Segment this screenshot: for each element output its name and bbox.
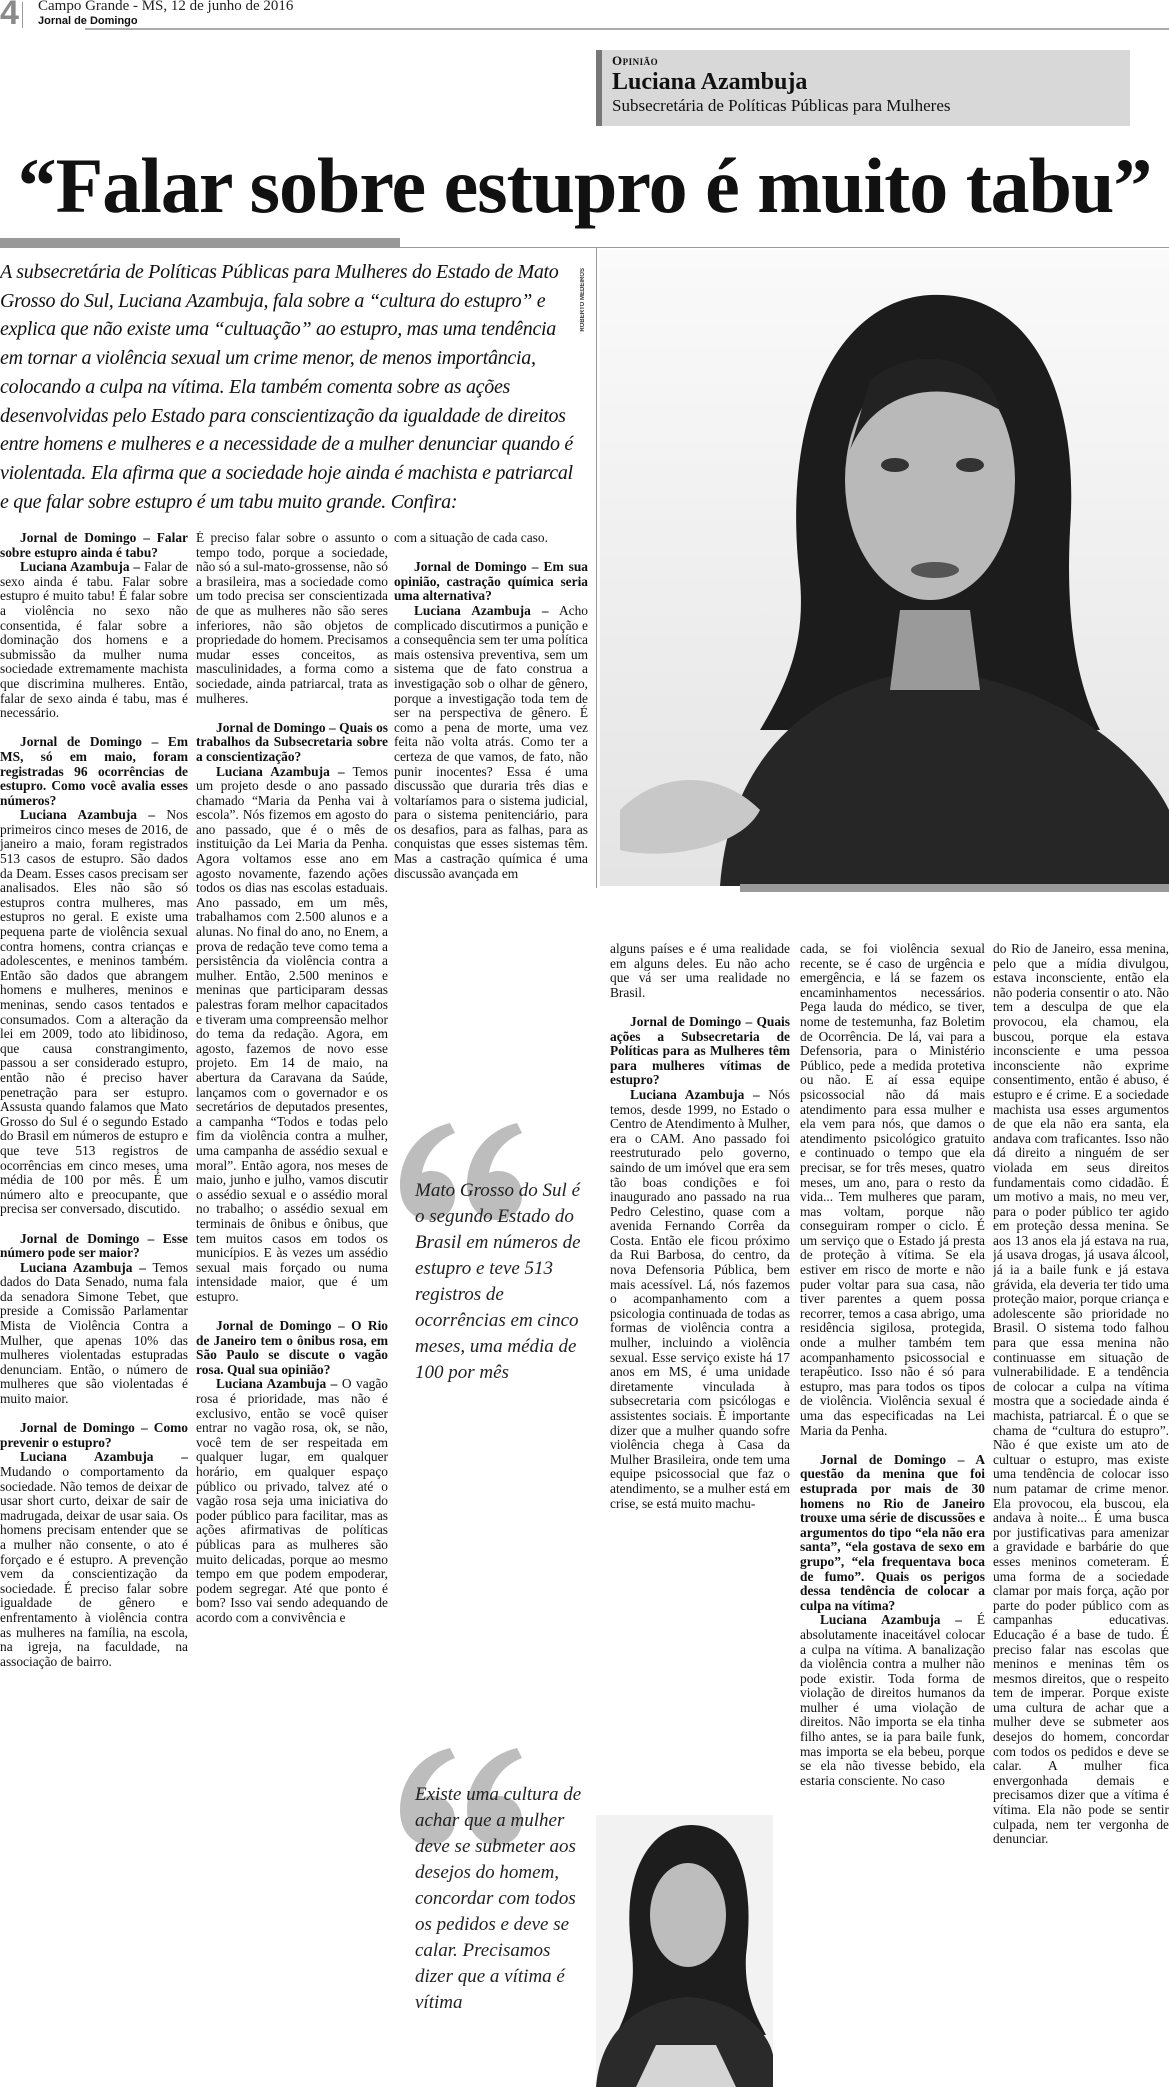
speaker-label: Luciana Azambuja – (20, 807, 156, 823)
answer-text: Nos primeiros cinco meses de 2016, de janeiro a maio, foram registrados 513 casos de estupro. São dados da Deam. Esses casos precisam ser analisados. Eles não são só estupros contra mulheres, mas estupros no geral. E existe uma pequena parte de violência sexual contra homens, contra crianças e adolescentes, e meninos também. Então são dados que abrangem homens e mulheres, meninos e meninas, sendo casos tentados e consumados. Com a alteração da lei em 2009, todo ato libidinoso, que causa constrangimento, passou a ser considerado estupro, então não é preciso haver penetração para ser estupro. Assusta quando falamos que Mato Grosso do Sul é o segundo Estado do Brasil em números de estupro e que teve 513 registros de ocorrências em cinco meses, uma média de 100 por mês. É um número alto e preocupante, que precisa ser conversado, discutido. (0, 807, 188, 1217)
pull-quote (395, 1115, 585, 1386)
speaker-label: Luciana Azambuja – (216, 763, 345, 779)
opinion-box (596, 50, 1130, 126)
interview-answer (0, 1261, 188, 1407)
speaker-label: Luciana Azambuja – (414, 602, 549, 618)
interview-question: Jornal de Domingo – Quais os trabalhos da Subsecretaria sobre a conscientização? (196, 719, 388, 764)
interview-question: Jornal de Domingo – Falar sobre estupro ainda é tabu? (0, 531, 188, 560)
headline-rule (0, 247, 1169, 248)
answer-text: É absolutamente inaceitável colocar a culpa na vítima. A banalização da violência contra a mulher não pode existir. Toda forma de violação de direitos humanos da mulher é uma violação de direitos. Não importa se ela tinha filho antes, se ia para baile funk, mas importa se ela bebeu, porque se ela não tivesse bebido, ela estaria consciente. No caso (800, 1612, 985, 1788)
pull-quote-text: Existe uma cultura de achar que a mulher deve se submeter aos desejos do homem, concordar com todos os pedidos e deve se calar. Precisamos dizer que a vítima é vítima (415, 1784, 582, 2013)
interview-question: Jornal de Domingo – Esse número pode ser maior? (0, 1230, 188, 1261)
interview-answer (394, 604, 588, 881)
portrait-photo (600, 250, 1169, 886)
answer-continuation: com a situação de cada caso. (394, 531, 548, 545)
interview-answer (0, 1450, 188, 1669)
speaker-label: Luciana Azambuja – (820, 1612, 962, 1628)
column-rule (596, 248, 597, 888)
interview-question: Jornal de Domingo – Como prevenir o estupro? (0, 1420, 188, 1450)
interview-answer (196, 765, 388, 1305)
interview-answer (0, 560, 188, 721)
answer-text: Nós temos, desde 1999, no Estado o Centro de Atendimento à Mulher, era o CAM. Ano passado foi reestruturado pelo governo, saindo de um imóvel que era sem tão boas condições e foi inaugurado ano passado na rua Pedro Celestino, quase com a avenida Fernando Corrêa da Costa. Então ele ficou próximo da Rui Barbosa, do centro, da nova Defensoria Pública, bem mais acessível. Lá, nós fazemos o acompanhamento com a psicologia continuada de todas as formas de violência contra a mulher, incluindo a violência sexual. Esse serviço existe há 17 anos em MS, é uma unidade diretamente vinculada à subsecretaria com psicólogas e assistentes sociais. É importante dizer que a mulher quando sofre violência chega à Casa da Mulher Brasileira, onde tem uma equipe psicossocial que faz o atendimento, se a mulher está em crise, se está muito machu- (610, 1086, 790, 1511)
article-column-3 (394, 531, 588, 1051)
section-kicker: Opinião (612, 53, 659, 68)
article-column-5 (800, 942, 985, 2087)
photo-credit: ROBERTO MEDEIROS (580, 268, 586, 332)
interview-question: Jornal de Domingo – Em sua opinião, castração química seria uma alternativa? (394, 559, 588, 604)
interview-answer (610, 1088, 790, 1511)
newspaper-name: Jornal de Domingo (38, 15, 138, 27)
page-number: 4 (0, 0, 19, 32)
interview-question: Jornal de Domingo – Em MS, só em maio, foram registradas 96 ocorrências de estupro. Como você avalia esses números? (0, 734, 188, 808)
answer-continuation: alguns países e é uma realidade em alguns deles. Eu não acho que vá ser uma realidade no Brasil. (610, 942, 790, 1000)
headline: “Falar sobre estupro é muito tabu” (17, 142, 1152, 229)
answer-text: Temos dados do Data Senado, numa fala da senadora Simone Tebet, que preside a Comissão Parlamentar Mista de Violência Contra a Mulher, que apenas 10% das mulheres violentadas estupradas denunciam. Então, o número de mulheres que são violentadas é muito maior. (0, 1259, 188, 1407)
interview-answer (0, 808, 188, 1217)
answer-text: Acho complicado discutirmos a punição e a consequência sem ter uma política mais ostensiva preventiva, sem um sistema que de fato construa a investigação sob o olhar de gênero, porque a investigação toda tem de ser na perspectiva de gênero. É como a pena de morte, uma vez feita não volta atrás. Como ter a certeza de que vamos, de fato, não punir inocentes? Essa é uma discussão que duraria três dias e voltaríamos para o sistema judicial, para o sistema penitenciário, para os desafios, para as falhas, para as conquistas que esses sistemas têm. Mas a castração química é uma discussão avançada em (394, 602, 588, 881)
article-column-2 (196, 531, 388, 2087)
interview-answer (800, 1613, 985, 1788)
article-column-4 (610, 942, 790, 1817)
interview-answer (196, 1377, 388, 1625)
pull-quote-text: Mato Grosso do Sul é o segundo Estado do Brasil em números de estupro e teve 513 registros de ocorrências em cinco meses, uma média de 100 por mês (415, 1180, 581, 1383)
interview-question: Jornal de Domingo – O Rio de Janeiro tem o ônibus rosa, em São Paulo se discute o vagão rosa. Qual sua opinião? (196, 1318, 388, 1377)
interview-question: Jornal de Domingo – A questão da menina que foi estuprada por mais de 30 homens no Rio de Janeiro trouxe uma série de discussões e argumentos do tipo “ela não era santa”, “ela gostava de sexo em grupo”, “ela frequentava boca de fumo”. Quais os perigos dessa tendência de colocar a culpa na vítima? (800, 1451, 985, 1613)
answer-text: Mudando o comportamento da sociedade. Não temos de deixar de usar short curto, deixar de sair de madrugada, deixar de usar saia. Os homens precisam entender que se a mulher não consente, o ato é forçado e é estupro. A prevenção vem da conscientização da sociedade. É preciso falar sobre igualdade de gênero e enfrentamento à violência contra as mulheres na família, na escola, na igreja, na faculdade, na associação de bairro. (0, 1464, 188, 1669)
author-name: Luciana Azambuja (612, 69, 808, 95)
speaker-label: Luciana Azambuja – (20, 1449, 188, 1465)
intro-paragraph: A subsecretária de Políticas Públicas para Mulheres do Estado de Mato Grosso do Sul, Luciana Azambuja, fala sobre a “cultura do estupro” e explica que não existe uma “cultuação” ao estupro, mas uma tendência em tornar a violência sexual um crime menor, de menos importância, colocando a culpa na vítima. Ela também comenta sobre as ações desenvolvidas pelo Estado para conscientização da igualdade de direitos entre homens e mulheres e a necessidade de a mulher denunciar quando é violentada. Ela afirma que a sociedade hoje ainda é machista e patriarcal e que falar sobre estupro é um tabu muito grande. Confira: (0, 261, 573, 513)
dateline: Campo Grande - MS, 12 de junho de 2016 (38, 0, 294, 14)
article-column-1 (0, 531, 188, 2087)
header-divider (22, 2, 23, 28)
header-rule (85, 28, 1169, 30)
portrait-photo-small (596, 1815, 773, 2087)
answer-continuation: cada, se foi violência sexual recente, se é caso de urgência e emergência, e lá se fazem os encaminhamentos necessários. Pega lauda do médico, se tiver, nome de testemunha, faz Boletim de Ocorrência. De lá, vai para a Defensoria, para o Ministério Público, pede a medida protetiva ou não. E aí essa equipe psicossocial não dá mais atendimento para essa mulher e ela vem para nós, que damos o atendimento psicológico gratuito e continuado o tempo que ela precisar, se for três meses, quatro meses, um ano, para o resto da vida... Tem mulheres que param, mas voltam, porque não conseguiram romper o ciclo. É um serviço que o Estado já presta de proteção à vítima. Se ela estiver em risco de morte e não puder voltar para sua casa, não tiver parentes a quem possa recorrer, temos a casa abrigo, uma residência sigilosa, protegida, onde a mulher também tem acompanhamento psicossocial e terapêutico. Isso não é só para estupro, mas para todos os tipos de violência. Violência sexual é uma das especificadas na Lei Maria da Penha. (800, 942, 985, 1438)
answer-continuation: do Rio de Janeiro, essa menina, pelo que a mídia divulgou, estava inconsciente, então ela não poderia consentir o ato. Não tem a desculpa de que ela provocou, ela chamou, ela buscou, porque ela estava inconsciente e uma pessoa inconsciente não exprime consentimento, então é abuso, é estupro e é crime. E a sociedade machista usa esses argumentos de que ela não era santa, ela andava com traficantes. Isso não dá direito a ninguém de ser violada em seus direitos fundamentais como cidadão. É um motivo a mais, no meu ver, para o poder público ter agido em proteção dessa menina. Se aos 13 anos ela já estava na rua, já usava drogas, já usava álcool, já ia a baile funk e já estava grávida, ela deveria ter tido uma proteção maior, porque criança e adolescente são prioridade no Brasil. O sistema todo falhou para que essa menina não continuasse em situação de vulnerabilidade. E a tendência de colocar a culpa na vítima mostra que a sociedade ainda é machista, patriarcal. É o que se chama de “cultura do estupro”. Não é que existe um ato de cultuar o estupro, mas existe uma tendência de colocar isso num patamar de crime menor. Ela provocou, ela buscou, ela andava à noite... É uma busca por justificativas para amenizar a gravidade e barbárie do que esses meninos cometeram. É uma forma de a sociedade clamar por mais força, ação por parte do poder público com as campanhas educativas. Educação é a base de tudo. É preciso falar nas escolas que meninos e meninas têm os mesmos direitos, que o respeito tem de imperar. Porque existe uma cultura de achar que a mulher deve se submeter aos desejos do homem, concordar com todos os pedidos e deve se calar. A mulher fica envergonhada demais e precisamos dizer que a vítima é vítima. Ela não pode se sentir culpada, nem ter vergonha de denunciar. (993, 942, 1169, 1847)
answer-text: O vagão rosa é prioridade, mas não é exclusivo, então se você quiser entrar no vagão rosa, ok, se não, você tem de ser respeitada em qualquer lugar, em qualquer horário, em qualquer espaço público ou privado, talvez até o vagão rosa seja uma iniciativa do poder público para facilitar, mas as ações afirmativas de políticas públicas para as mulheres são muito delicadas, porque ao mesmo tempo em que podem empoderar, podem segregar. Até que ponto é bom? Isso vai sendo adequando de acordo com a convivência e (196, 1376, 388, 1625)
article-column-6 (993, 942, 1169, 2087)
photo-accent-bar (740, 884, 1169, 892)
speaker-label: Luciana Azambuja – (630, 1086, 760, 1102)
speaker-label: Luciana Azambuja – (20, 1259, 146, 1275)
pull-quote (395, 1740, 585, 2016)
interview-question: Jornal de Domingo – Quais ações a Subsecretaria de Políticas para as Mulheres têm para mulheres vítimas de estupro? (610, 1013, 790, 1088)
speaker-label: Luciana Azambuja – (20, 559, 141, 575)
author-role: Subsecretária de Políticas Públicas para Mulheres (612, 96, 951, 115)
answer-text: Temos um projeto desde o ano passado chamado “Maria da Penha vai à escola”. Nós fizemos em agosto do ano passado, que é o mês de instituição da Lei Maria da Penha. Agora voltamos esse ano em agosto novamente, fazendo ações todos os dias nas escolas estaduais. Ano passado, em um mês, trabalhamos com 2.500 alunos e a alunas. No final do ano, no Enem, a prova de redação teve como tema a persistência da violência contra a mulher. Então, 2.500 meninos e meninas que participaram dessas palestras foram melhor capacitados e tiveram uma compreensão melhor do tema da redação. Agora, em agosto, fazemos de novo esse projeto. Em 14 de maio, na abertura da Caravana da Saúde, lançamos com o governador e os secretários de deputados presentes, a campanha “Todos e todas pelo fim da violência contra a mulher, uma campanha de assédio sexual e moral”. Então agora, nos meses de maio, junho e julho, vamos discutir o assédio sexual e o assédio moral no trabalho; o assédio sexual em terminais de ônibus e ônibus, que tem muitos casos em todos os municípios. E às vezes um assédio sexual mais forçado ou numa intensidade maior, que é um estupro. (196, 763, 388, 1304)
answer-continuation: É preciso falar sobre o assunto o tempo todo, porque a sociedade, não só a sul-mato-grossense, não só a brasileira, mas a sociedade como um todo precisa ser conscientizada de que as mulheres não são seres inferiores, não são objetos de propriedade do homem. Precisamos mudar esses conceitos, as masculinidades, a forma como a sociedade, ainda patriarcal, trata as mulheres. (196, 531, 388, 706)
answer-text: Falar de sexo ainda é tabu. Falar sobre estupro é muito tabu! É falar sobre a violência no sexo não consentida, é falar sobre a dominação dos homens e a submissão da mulher numa sociedade extremamente machista que discrimina mulheres. Então, falar de sexo ainda é tabu, mas é necessário. (0, 559, 188, 721)
speaker-label: Luciana Azambuja – (216, 1376, 338, 1392)
